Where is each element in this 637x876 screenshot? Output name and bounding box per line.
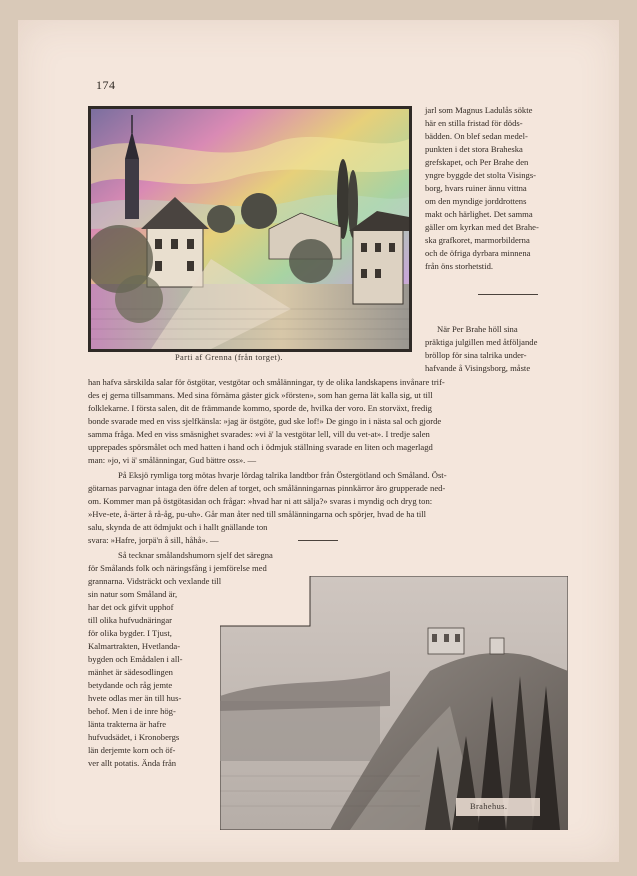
text-line: bädden. On blef sedan medel- xyxy=(425,131,528,141)
text-line: från öns storhetstid. xyxy=(425,261,494,271)
page-number: 174 xyxy=(96,78,116,92)
text-line: präktiga julgillen med åtföljande xyxy=(425,337,538,347)
text-line: yngre byggde det stolta Visings- xyxy=(425,170,537,180)
text-line: hvete odlas mer än till hus- xyxy=(88,693,182,703)
brahehus-illustration xyxy=(220,576,568,830)
text-line: makt och härlighet. Det samma xyxy=(425,209,533,219)
text-line: län derjemte korn och öf- xyxy=(88,745,176,755)
text-line: jarl som Magnus Ladulås sökte xyxy=(425,105,533,115)
text-line: mänhet är sädesodlingen xyxy=(88,667,173,677)
text-line: ver allt potatis. Ända från xyxy=(88,758,177,768)
text-line: för Smålands folk och näringsfång i jemförelse med xyxy=(88,563,267,573)
text-line: för olika bygder. I Tjust, xyxy=(88,628,172,638)
figure-caption-grenna: Parti af Grenna (från torget). xyxy=(175,353,283,362)
section-divider xyxy=(478,294,538,295)
grenna-illustration xyxy=(91,109,409,349)
text-line: hufvudsädet, i Kronobergs xyxy=(88,732,180,742)
text-line: På Eksjö rymliga torg mötas hvarje lördag talrika landtbor från Östergötland och Småland. Öst- xyxy=(118,470,447,480)
text-line: bröllop för sina talrika under- xyxy=(425,350,527,360)
text-line: När Per Brahe höll sina xyxy=(437,324,518,334)
text-line: bonde svarade med en viss sjelfkänsla: »jag är östgöte, gud ske lof!» De gingo in i nästa sal och gjorde xyxy=(88,416,442,426)
text-line: om den myndige jorddrottens xyxy=(425,196,527,206)
text-line: Kalmartrakten, Hvetlanda- xyxy=(88,641,181,651)
text-line: om. Kommer man på östgötasidan och frågar: »hvad har ni att sälja?» svaras i myndig och dryg ton: xyxy=(88,496,433,506)
text-line: man: »jo, vi ä' smålänningar, Gud bättre oss». — xyxy=(88,455,257,465)
text-line: samma fråga. Med en viss smäsnighet svarades: »vi ä' la vestgötar lell, vill du vet-at». I tredje salen xyxy=(88,429,430,439)
text-line: ska grafkoret, marmorbilderna xyxy=(425,235,530,245)
text-line: upprepades spörsmålet och med hatten i hand och i ödmjuk ställning svarade en liten och magerlagd xyxy=(88,442,433,452)
figure-caption-brahehus: Brahehus. xyxy=(470,802,508,811)
text-line: länta trakterna är hafre xyxy=(88,719,167,729)
text-line: betydande och råg jemte xyxy=(88,680,173,690)
text-line: punkten i det stora Braheska xyxy=(425,144,523,154)
text-line: götarnas parvagnar intaga den öfre delen af torget, och smålänningarnas pinnkärror äro grupperade ned- xyxy=(88,483,446,493)
text-line: folklekarne. I första salen, dit de främmande kommo, sporde de, hvilka der voro. En storväxt, fredig xyxy=(88,403,432,413)
text-line: des ej gerna tillsammans. Med sina förnäma gäster gick »försten», som han gerna lät kalla sig, ut till xyxy=(88,390,433,400)
figure-brahehus-engraving xyxy=(220,576,568,830)
text-line: sin natur som Småland är, xyxy=(88,589,178,599)
text-line: »Hve-ete, å-ärter å rå-åg, pu-uh». Går man åter ned till smålänningarna och spörjer, hvad de ha till xyxy=(88,509,427,519)
text-ornament-divider xyxy=(298,540,338,541)
text-line: grefskapet, och Per Brahe den xyxy=(425,157,529,167)
text-line: salu, skynda de att ödmjukt och i hallt gnällande ton xyxy=(88,522,268,532)
text-line: grannarna. Vidsträckt och vexlande till xyxy=(88,576,222,586)
text-line: behof. Men i de inre hög- xyxy=(88,706,176,716)
text-line: här en stilla fristad för döds- xyxy=(425,118,523,128)
text-line: hafvande å Visingsborg, måste xyxy=(425,363,531,373)
text-line: han hafva särskilda salar för östgötar, vestgötar och smålänningar, ty de olika landskapens invånare trif- xyxy=(88,377,445,387)
figure-grenna-engraving xyxy=(88,106,412,352)
text-line: bygden och Emådalen i all- xyxy=(88,654,183,664)
text-line: borg, hvars ruiner ännu vittna xyxy=(425,183,527,193)
text-line: gäller om kyrkan med det Brahe- xyxy=(425,222,539,232)
text-line: svara: »Hafre, jorpä'n å sill, håhå». — xyxy=(88,535,219,545)
text-line: till olika hufvudnäringar xyxy=(88,615,173,625)
text-line: och de öfriga dyrbara minnena xyxy=(425,248,531,258)
text-line: har det ock gifvit upphof xyxy=(88,602,174,612)
text-line: Så tecknar smålandshumorn sjelf det säregna xyxy=(118,550,273,560)
